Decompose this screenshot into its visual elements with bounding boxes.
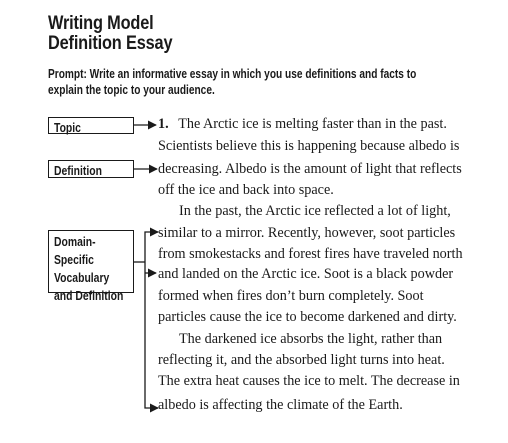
- domain-bracket-spine: [145, 232, 155, 408]
- domain-label-line: and Definition: [54, 288, 124, 303]
- prompt-line: explain the topic to your audience.: [48, 82, 215, 97]
- essay-line: reflecting it, and the absorbed light turns into heat.: [158, 352, 445, 368]
- title-line: Definition Essay: [48, 33, 173, 54]
- definition-label: Definition: [54, 163, 102, 178]
- essay-line: The darkened ice absorbs the light, rather than: [179, 331, 443, 347]
- essay-line: and landed on the Arctic ice. Soot is a black powder: [158, 266, 454, 282]
- essay-line: formed when fires don’t burn completely. Soot: [158, 288, 424, 304]
- prompt-line: Prompt: Write an informative essay in which you use definitions and facts to: [48, 66, 417, 81]
- essay-line: off the ice and back into space.: [158, 182, 334, 198]
- essay-line: decreasing. Albedo is the amount of light that reflects: [158, 161, 462, 177]
- essay-line: The extra heat causes the ice to melt. The decrease in: [158, 373, 460, 389]
- domain-label-line: Specific: [54, 252, 94, 267]
- essay-line: [158, 116, 447, 132]
- essay-line: similar to a mirror. Recently, however, soot particles: [158, 225, 456, 241]
- essay-line: particles cause the ice to become darkened and dirty.: [158, 309, 457, 325]
- essay-line-text: The Arctic ice is melting faster than in the past.: [178, 116, 447, 132]
- essay-line: In the past, the Arctic ice reflected a lot of light,: [179, 203, 451, 219]
- essay-line: Scientists believe this is happening because albedo is: [158, 138, 460, 154]
- essay-line: albedo is affecting the climate of the Earth.: [158, 397, 403, 413]
- domain-label-line: Vocabulary: [54, 270, 110, 285]
- paragraph-number: 1.: [158, 116, 169, 132]
- domain-label-line: Domain-: [54, 234, 96, 249]
- essay-line: from smokestacks and forest fires have traveled north: [158, 246, 463, 262]
- title-line: Writing Model: [48, 13, 154, 34]
- topic-label: Topic: [54, 120, 81, 135]
